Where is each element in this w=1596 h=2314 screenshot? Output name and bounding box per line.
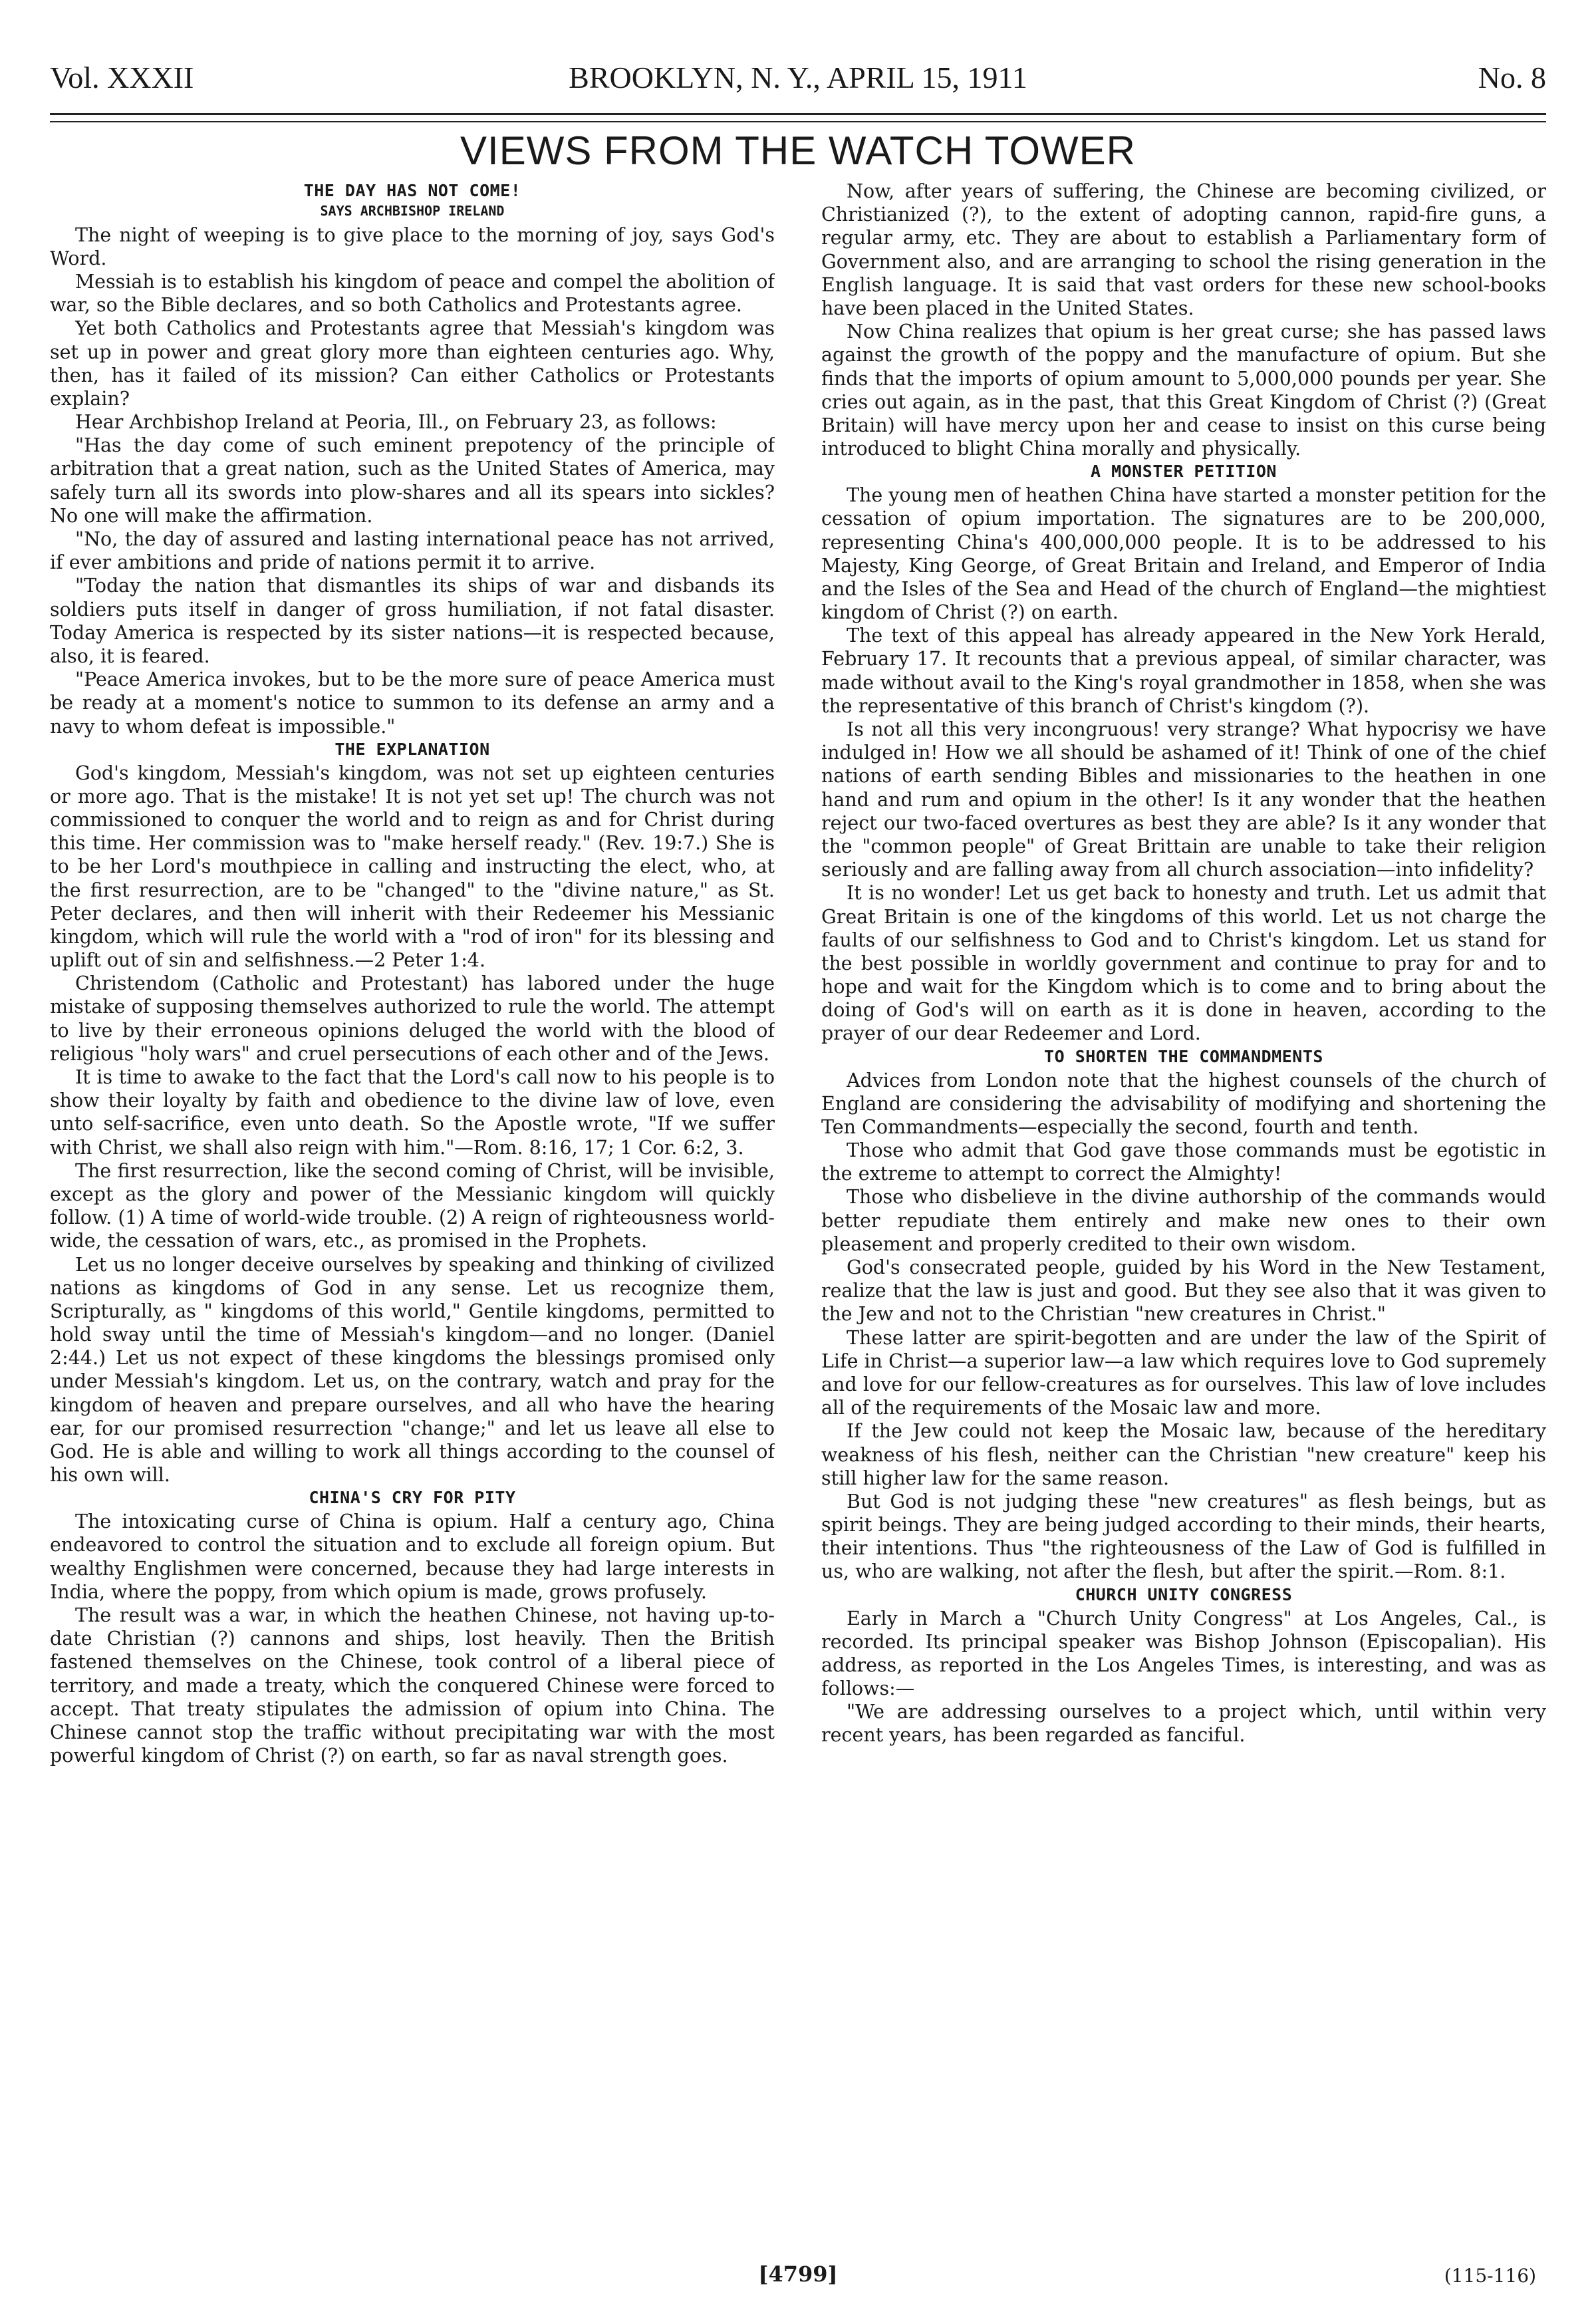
paragraph: Yet both Catholics and Protestants agree that Messiah's kingdom was set up in power and great glory more than eighteen centuries ago. Why, then, has it failed of its mission? Can either Catholics or Protestants explain? — [50, 317, 775, 410]
paragraph: These latter are spirit-begotten and are under the law of the Spirit of Life in Christ—a superior law—a law which requires love to God supremely and love for our fellow-creatures as for ourselves. This law of love includes all of the requirements of the Mosaic law and more. — [821, 1326, 1546, 1419]
paragraph: The first resurrection, like the second coming of Christ, will be invisible, except as the glory and power of the Messianic kingdom will quickly follow. (1) A time of world-wide trouble. (2) A reign of righteousness world-wide, the cessation of wars, etc., as promised in the Prophets. — [50, 1159, 775, 1252]
masthead-rule-top — [50, 113, 1546, 115]
masthead-rule-bottom — [50, 121, 1546, 122]
paragraph: Now China realizes that opium is her great curse; she has passed laws against the growth of the poppy and the manufacture of opium. But she finds that the imports of opium amount to 5,000,000 pounds per year. She cries out again, as in the past, that this Great Kingdom of Christ (?) (Great Britain) will have mercy upon her and cease to insist on this curse being introduced to blight China morally and physically. — [821, 321, 1546, 460]
paragraph: Messiah is to establish his kingdom of peace and compel the abolition of war, so the Bible declares, and so both Catholics and Protestants agree. — [50, 270, 775, 317]
section-heading: CHURCH UNITY CONGRESS — [1075, 1584, 1293, 1604]
paragraph: "Has the day come of such eminent prepotency of the principle of arbitration that a great nation, such as the United States of America, may safely turn all its swords into plow-shares and all its spears into sickles? No one will make the affirmation. — [50, 434, 775, 527]
paragraph: God's kingdom, Messiah's kingdom, was not set up eighteen centuries or more ago. That is the mistake! It is not yet set up! The church was not commissioned to conquer the world and to reign as and for Christ during this time. Her commission was to "make herself ready." (Rev. 19:7.) She is to be her Lord's mouthpiece in calling and instructing the elect, who, at the first resurrection, are to be "changed" to the "divine nature," as St. Peter declares, and then will inherit with their Redeemer his Messianic kingdom, which will rule the world with a "rod of iron" for its blessing and uplift out of sin and selfishness.—2 Peter 1:4. — [50, 762, 775, 972]
paragraph: Those who admit that God gave those commands must be egotistic in the extreme to attempt to correct the Almighty! — [821, 1139, 1546, 1185]
right-column — [821, 180, 1546, 2215]
masthead — [50, 60, 1546, 106]
section-subheading: SAYS ARCHBISHOP IRELAND — [320, 202, 505, 219]
paragraph: God's consecrated people, guided by his Word in the New Testament, realize that the law is just and good. But they see also that it was given to the Jew and not to the Christian "new creatures in Christ." — [821, 1256, 1546, 1326]
paragraph: The young men of heathen China have started a monster petition for the cessation of opium importation. The signatures are to be 200,000, representing China's 400,000,000 people. It is to be addressed to his Majesty, King George, of Great Britain and Ireland, and Emperor of India and the Isles of the Sea and Head of the church of England—the mightiest kingdom of Christ (?) on earth. — [821, 484, 1546, 624]
paragraph: But God is not judging these "new creatures" as flesh beings, but as spirit beings. They are being judged according to their minds, their hearts, their intentions. Thus "the righteousness of the Law of God is fulfilled in us, who are walking, not after the flesh, but after the spirit.—Rom. 8:1. — [821, 1490, 1546, 1583]
section-heading: A MONSTER PETITION — [1091, 462, 1277, 482]
dateline: BROOKLYN, N. Y., APRIL 15, 1911 — [569, 61, 1027, 94]
paragraph: It is time to awake to the fact that the Lord's call now to his people is to show their loyalty by faith and obedience to the divine law of love, even unto self-sacrifice, even unto death. So the Apostle wrote, "If we suffer with Christ, we shall also reign with him."—Rom. 8:16, 17; 1 Cor. 6:2, 3. — [50, 1066, 775, 1159]
paragraph: The result was a war, in which the heathen Chinese, not having up-to-date Christian (?) cannons and ships, lost heavily. Then the British fastened themselves on the Chinese, took control of a liberal piece of territory, and made a treaty, which the conquered Chinese were forced to accept. That treaty stipulates the admission of opium into China. The Chinese cannot stop the traffic without precipitating war with the most powerful kingdom of Christ (?) on earth, so far as naval strength goes. — [50, 1604, 775, 1767]
volume-number: Vol. XXXII — [50, 61, 194, 94]
paragraph: Those who disbelieve in the divine authorship of the commands would better repudiate them entirely and make new ones to their own pleasement and properly credited to their own wisdom. — [821, 1186, 1546, 1255]
issue-page-range: (115-116) — [1444, 2265, 1536, 2287]
paragraph: Is not all this very incongruous! very strange? What hypocrisy we have indulged in! How we all should be ashamed of it! Think of one of the chief nations of earth sending Bibles and missionaries to the heathen in one hand and rum and opium in the other! Is it any wonder that the heathen reject our two-faced overtures as best they are able? Is it any wonder that the "common people" of Great Brittain are unable to take their religion seriously and are falling away from all church association—into infidelity? — [821, 718, 1546, 881]
paragraph: "No, the day of assured and lasting international peace has not arrived, if ever ambitions and pride of nations permit it to arrive. — [50, 528, 775, 574]
paragraph: "We are addressing ourselves to a project which, until within very recent years, has been regarded as fanciful. — [821, 1701, 1546, 1747]
paragraph: If the Jew could not keep the Mosaic law, because of the hereditary weakness of his flesh, neither can the Christian "new creature" keep his still higher law for the same reason. — [821, 1420, 1546, 1489]
paragraph: Hear Archbishop Ireland at Peoria, Ill., on February 23, as follows: — [75, 411, 717, 434]
paragraph: Let us no longer deceive ourselves by speaking and thinking of civilized nations as kingdoms of God in any sense. Let us recognize them, Scripturally, as " kingdoms of this world," Gentile kingdoms, permitted to hold sway until the time of Messiah's kingdom—and no longer. (Daniel 2:44.) Let us not expect of these kingdoms the blessings promised only under Messiah's kingdom. Let us, on the contrary, watch and pray for the kingdom of heaven and prepare ourselves, and all who have the hearing ear, for our promised resurrection "change;" and let us leave all else to God. He is able and willing to work all things according to the counsel of his own will. — [50, 1253, 775, 1487]
section-heading: THE EXPLANATION — [334, 739, 490, 759]
section-heading: TO SHORTEN THE COMMANDMENTS — [1044, 1046, 1323, 1066]
page-title: VIEWS FROM THE WATCH TOWER — [460, 128, 1136, 173]
section-heading: CHINA'S CRY FOR PITY — [309, 1488, 516, 1508]
paragraph: "Peace America invokes, but to be the more sure of peace America must be ready at a moment's notice to summon to its defense an army and a navy to whom defeat is impossible." — [50, 668, 775, 738]
paragraph: It is no wonder! Let us get back to honesty and truth. Let us admit that Great Britain is one of the kingdoms of this world. Let us not charge the faults of our selfishness to God and to Christ's kingdom. Let us stand for the best possible in worldly government and continue to pray for and to hope and wait for the Kingdom which is to come and to bring about the doing of God's will on earth as it is done in heaven, according to the prayer of our dear Redeemer and Lord. — [821, 882, 1546, 1045]
paragraph: "Today the nation that dismantles its ships of war and disbands its soldiers puts itself in danger of gross humiliation, if not fatal disaster. Today America is respected by its sister nations—it is respected because, also, it is feared. — [50, 575, 775, 667]
page-number: [4799] — [758, 2261, 838, 2287]
left-column — [50, 180, 775, 2215]
paragraph: The text of this appeal has already appeared in the New York Herald, February 17. It recounts that a previous appeal, of similar character, was made without avail to the King's royal grandmother in 1858, when she was the representative of this branch of Christ's kingdom (?). — [821, 625, 1546, 717]
paragraph: Christendom (Catholic and Protestant) has labored under the huge mistake of supposing themselves authorized to rule the world. The attempt to live by their erroneous opinions deluged the world with the blood of religious "holy wars" and cruel persecutions of each other and of the Jews. — [50, 972, 775, 1065]
paragraph: Now, after years of suffering, the Chinese are becoming civilized, or Christianized (?), to the extent of adopting cannon, rapid-fire guns, a regular army, etc. They are about to establish a Parliamentary form of Government also, and are arranging to school the rising generation in the English language. It is said that vast orders for these new school-books have been placed in the United States. — [821, 180, 1546, 319]
section-heading: THE DAY HAS NOT COME! — [303, 181, 521, 200]
paragraph: Early in March a "Church Unity Congress" at Los Angeles, Cal., is recorded. Its principal speaker was Bishop Johnson (Episcopalian). His address, as reported in the Los Angeles Times, is interesting, and was as follows:— — [821, 1607, 1546, 1700]
paragraph: The night of weeping is to give place to the morning of joy, says God's Word. — [50, 223, 775, 269]
issue-number: No. 8 — [1478, 61, 1546, 94]
paragraph: Advices from London note that the highest counsels of the church of England are considering the advisability of modifying and shortening the Ten Commandments—especially the second, fourth and tenth. — [821, 1069, 1546, 1138]
paragraph: The intoxicating curse of China is opium. Half a century ago, China endeavored to control the situation and to exclude all foreign opium. But wealthy Englishmen were concerned, because they had large interests in India, where the poppy, from which opium is made, grows profusely. — [50, 1511, 775, 1603]
